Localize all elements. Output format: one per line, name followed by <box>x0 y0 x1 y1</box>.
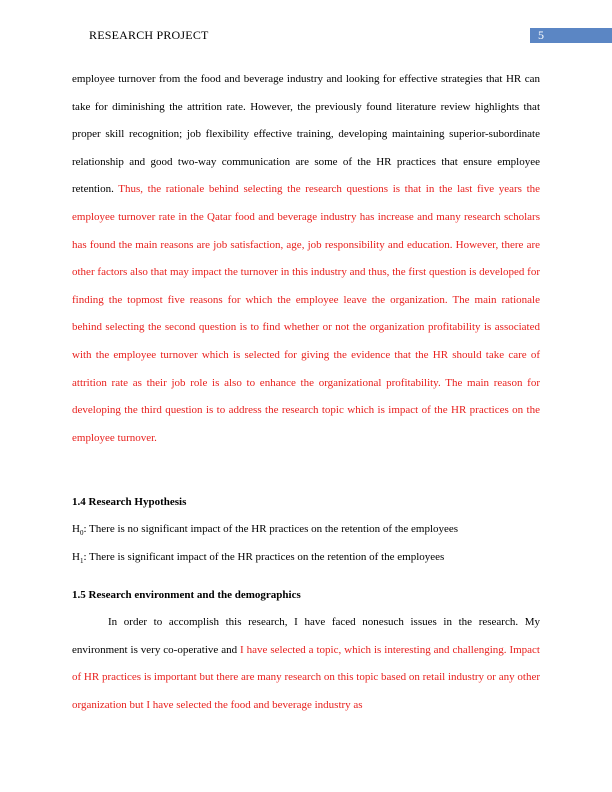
section-heading-hypothesis: 1.4 Research Hypothesis <box>72 496 187 508</box>
body-paragraph-environment <box>72 609 540 719</box>
page-number: 5 <box>538 28 544 42</box>
section-heading-environment: 1.5 Research environment and the demographics <box>72 589 301 601</box>
paragraph-text-black: employee turnover from the food and beverage industry and looking for effective strategies that HR can take for diminishing the attrition rate. However, the previously found literature review highlights that proper skill recognition; job flexibility effective training, developing maintaining superior-subordinate relationship and good two-way communication are some of the HR practices that ensure employee retention. <box>72 73 540 196</box>
header-title: RESEARCH PROJECT <box>89 28 209 42</box>
h0-subscript: 0 <box>79 529 84 538</box>
hypothesis-h0 <box>72 523 458 537</box>
paragraph-text-red: I have selected a topic, which is interesting and challenging. Impact of HR practices is important but there are many research on this topic based on retail industry or any other organization but I have selected the food and beverage industry as <box>72 643 540 711</box>
body-paragraph-rationale <box>72 66 540 452</box>
hypothesis-h1 <box>72 551 444 565</box>
paragraph-text-black: In order to accomplish this research, I have faced nonesuch issues in the research. My environment is very co-operative and <box>72 616 540 656</box>
paragraph-text-red: Thus, the rationale behind selecting the research questions is that in the last five years the employee turnover rate in the Qatar food and beverage industry has increase and many research scholars has found the main reasons are job satisfaction, age, job responsibility and education. However, there are other factors also that may impact the turnover in this industry and thus, the first question is developed for finding the topmost five reasons for which the employee leave the organization. The main rationale behind selecting the second question is to find whether or not the organization profitability is associated with the employee turnover which is selected for giving the evidence that the HR should take care of attrition rate as their job role is also to enhance the organizational profitability. The main reason for developing the third question is to address the research topic which is impact of the HR practices on the employee turnover. <box>72 183 541 444</box>
h1-label: H <box>72 551 80 563</box>
h1-text: : There is significant impact of the HR practices on the retention of the employees <box>83 551 445 563</box>
h1-subscript: 1 <box>79 557 84 566</box>
h0-text: : There is no significant impact of the HR practices on the retention of the employees <box>83 523 459 535</box>
page-number-bar <box>530 28 612 43</box>
h0-label: H <box>72 523 80 535</box>
